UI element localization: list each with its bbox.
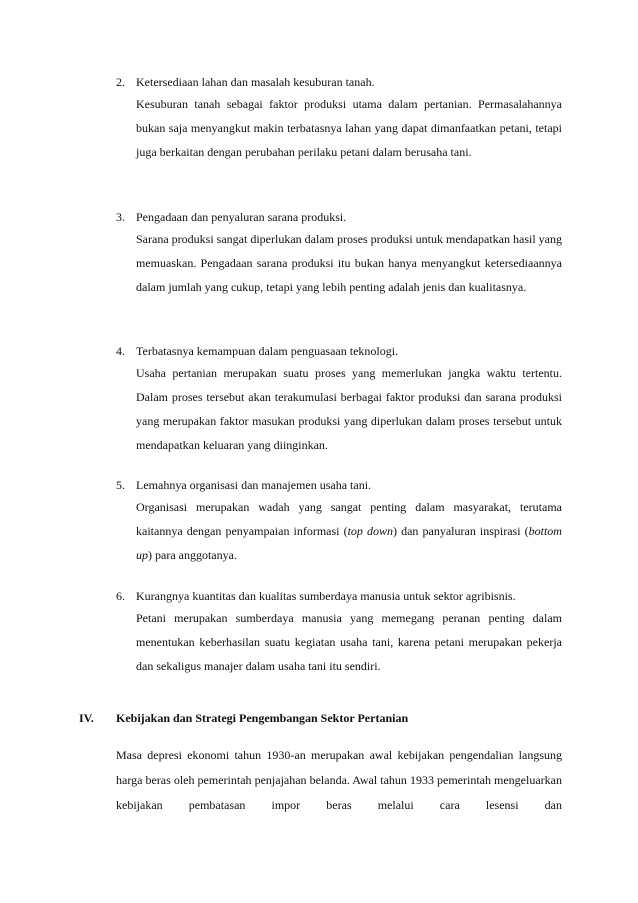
item-heading: Ketersediaan lahan dan masalah kesuburan tanah.: [136, 75, 375, 89]
item-body: Sarana produksi sangat diperlukan dalam proses produksi untuk mendapatkan hasil yang memuaskan. Pengadaan sarana produksi itu bukan hanya menyangkut ketersediaannya dalam jumlah yang cukup, tetapi yang lebih penting adalah jenis dan kualitasnya.: [136, 232, 562, 294]
body-italic-term: top down: [347, 524, 394, 538]
item-heading: Lemahnya organisasi dan manajemen usaha tani.: [136, 478, 372, 492]
item-heading: Terbatasnya kemampuan dalam penguasaan teknologi.: [136, 344, 399, 358]
item-body: Petani merupakan sumberdaya manusia yang memegang peranan penting dalam menentukan keberhasilan suatu kegiatan usaha tani, karena petani merupakan pekerja dan sekaligus manajer dalam usaha tani itu sendiri.: [136, 611, 562, 673]
item-number: 5.: [116, 478, 125, 492]
body-italic-term: bottom up: [136, 524, 562, 562]
body-text: Organisasi merupakan wadah yang sangat penting dalam masyarakat, terutama kaitannya dengan penyampaian informasi (: [136, 500, 562, 538]
section-number: IV.: [79, 711, 94, 725]
body-text: ) dan panyaluran inspirasi (: [393, 524, 529, 538]
item-heading: Pengadaan dan penyaluran sarana produksi.: [136, 210, 347, 224]
item-body: Usaha pertanian merupakan suatu proses yang memerlukan jangka waktu tertentu. Dalam proses tersebut akan terakumulasi berbagai faktor produksi dan sarana produksi yang merupakan faktor masukan produksi yang diperlukan dalam proses tersebut untuk mendapatkan keluaran yang diinginkan.: [136, 366, 562, 452]
item-body: [136, 495, 562, 567]
item-heading: Kurangnya kuantitas dan kualitas sumberdaya manusia untuk sektor agribisnis.: [136, 589, 516, 603]
item-number: 4.: [116, 344, 125, 358]
item-number: 2.: [116, 75, 125, 89]
item-number: 6.: [116, 589, 125, 603]
item-body: Kesuburan tanah sebagai faktor produksi utama dalam pertanian. Permasalahannya bukan saja menyangkut makin terbatasnya lahan yang dapat dimanfaatkan petani, tetapi juga berkaitan dengan perubahan perilaku petani dalam berusaha tani.: [136, 97, 562, 159]
section-body: Masa depresi ekonomi tahun 1930-an merupakan awal kebijakan pengendalian langsung harga beras oleh pemerintah penjajahan belanda. Awal tahun 1933 pemerintah mengeluarkan kebijakan pembatasan impor beras melalui cara lesensi dan: [116, 748, 562, 812]
item-number: 3.: [116, 210, 125, 224]
section-title: Kebijakan dan Strategi Pengembangan Sektor Pertanian: [116, 711, 409, 725]
body-text: ) para anggotanya.: [148, 548, 237, 562]
